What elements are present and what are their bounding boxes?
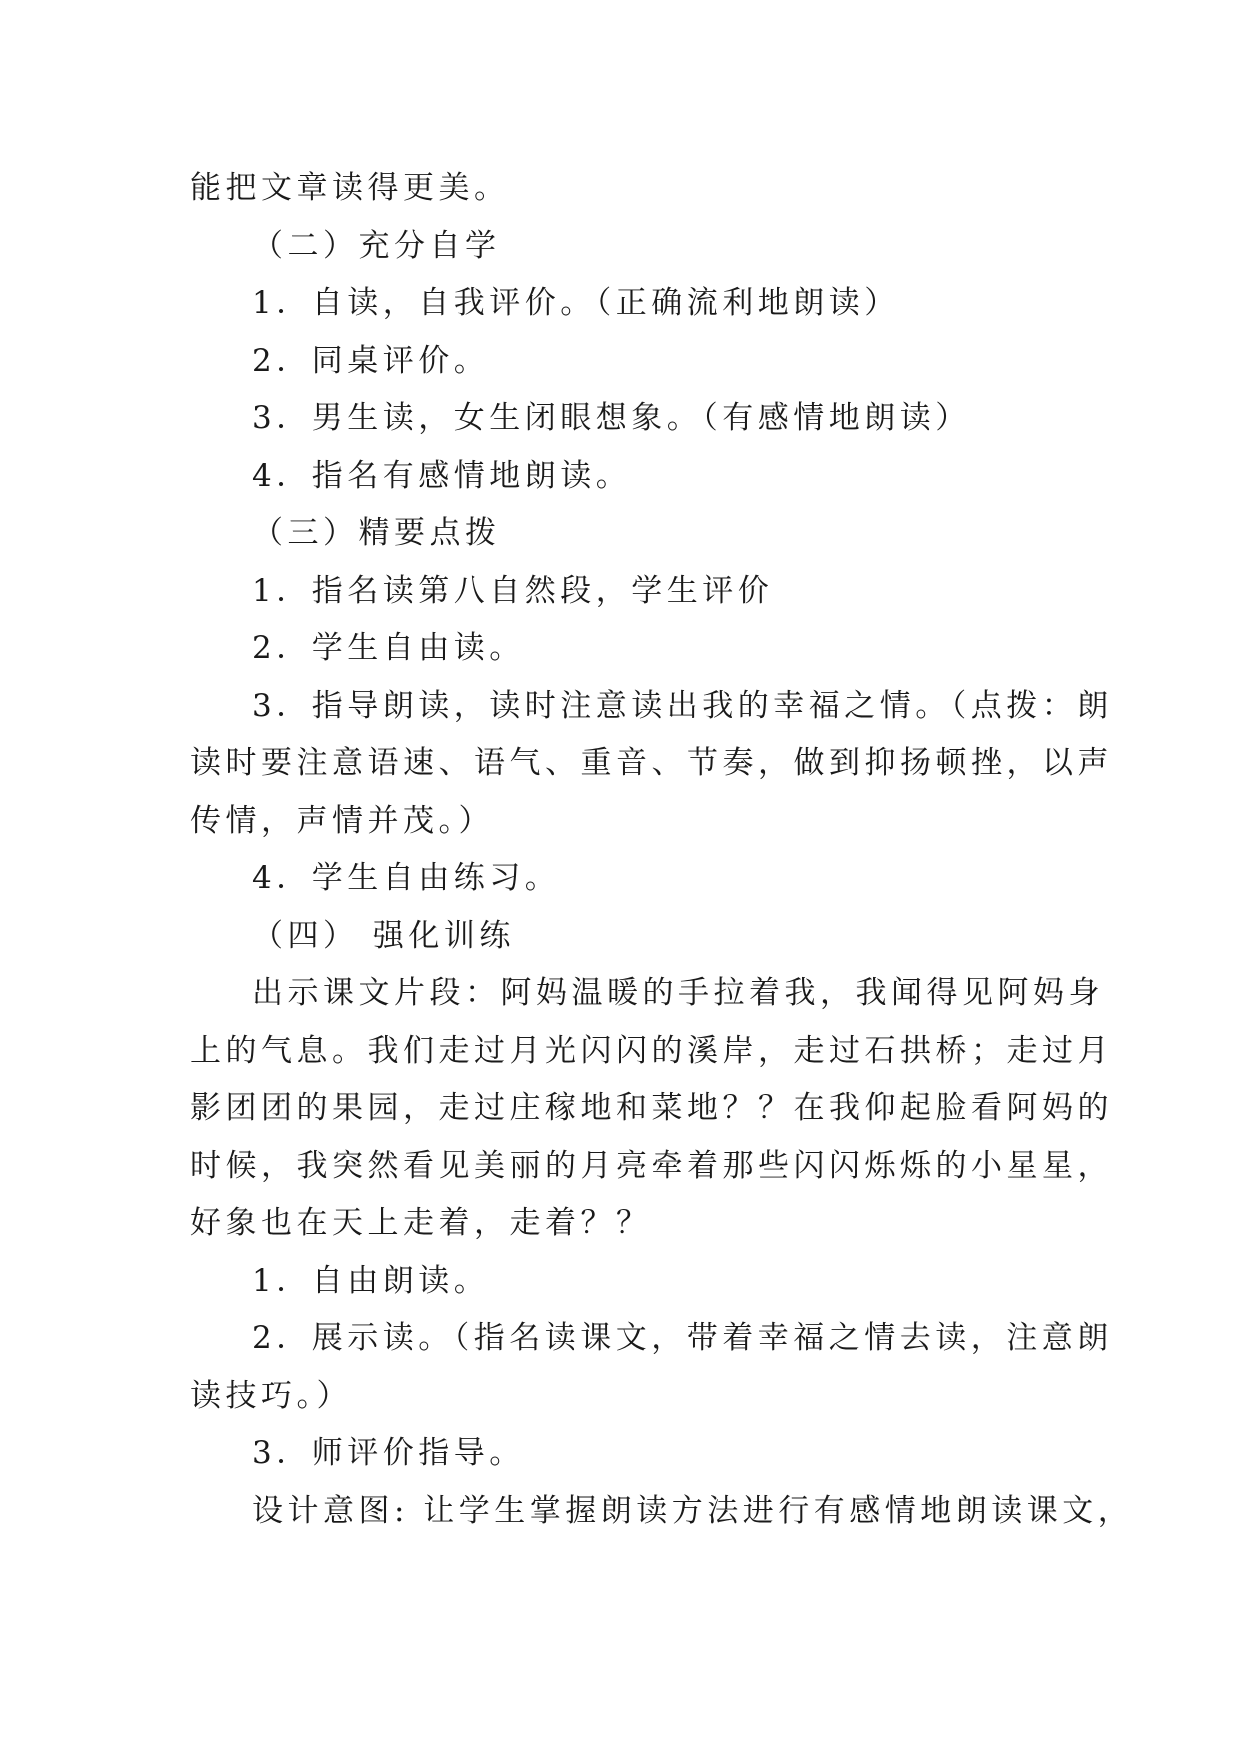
list-item-2-3: 3．男生读，女生闭眼想象。（有感情地朗读） — [252, 400, 971, 436]
excerpt-line-4: 时候，我突然看见美丽的月亮牵着那些闪闪烁烁的小星星， — [190, 1148, 1113, 1184]
list-item-4-3: 3．师评价指导。 — [252, 1435, 525, 1471]
text-line-1: 能把文章读得更美。 — [190, 170, 510, 206]
list-item-2-1: 1．自读，自我评价。（正确流利地朗读） — [252, 285, 900, 321]
list-item-3-3-cont-2: 传情，声情并茂。） — [190, 803, 494, 839]
excerpt-line-1: 出示课文片段：阿妈温暖的手拉着我，我闻得见阿妈身 — [252, 975, 1104, 1011]
design-intent-line: 设计意图: 让学生掌握朗读方法进行有感情地朗读课文， — [252, 1493, 1134, 1529]
list-item-3-1: 1．指名读第八自然段，学生评价 — [252, 573, 774, 609]
excerpt-line-5: 好象也在天上走着，走着？？ — [190, 1205, 652, 1241]
section-heading-4: （四） 强化训练 — [252, 918, 515, 954]
list-item-4-2-cont: 读技巧。） — [190, 1378, 352, 1414]
section-heading-3: （三）精要点拨 — [252, 515, 501, 551]
list-item-3-2: 2．学生自由读。 — [252, 630, 525, 666]
list-item-3-4: 4．学生自由练习。 — [252, 860, 561, 896]
list-item-3-3: 3．指导朗读，读时注意读出我的幸福之情。（点拨：朗 — [252, 688, 1113, 724]
list-item-3-3-cont-1: 读时要注意语速、语气、重音、节奏，做到抑扬顿挫，以声 — [190, 745, 1113, 781]
list-item-4-2: 2．展示读。（指名读课文，带着幸福之情去读，注意朗 — [252, 1320, 1113, 1356]
section-heading-2: （二）充分自学 — [252, 228, 501, 264]
excerpt-line-3: 影团团的果园，走过庄稼地和菜地？？在我仰起脸看阿妈的 — [190, 1090, 1113, 1126]
list-item-2-2: 2．同桌评价。 — [252, 343, 490, 379]
list-item-4-1: 1．自由朗读。 — [252, 1263, 490, 1299]
excerpt-line-2: 上的气息。我们走过月光闪闪的溪岸，走过石拱桥；走过月 — [190, 1033, 1113, 1069]
list-item-2-4: 4．指名有感情地朗读。 — [252, 458, 632, 494]
